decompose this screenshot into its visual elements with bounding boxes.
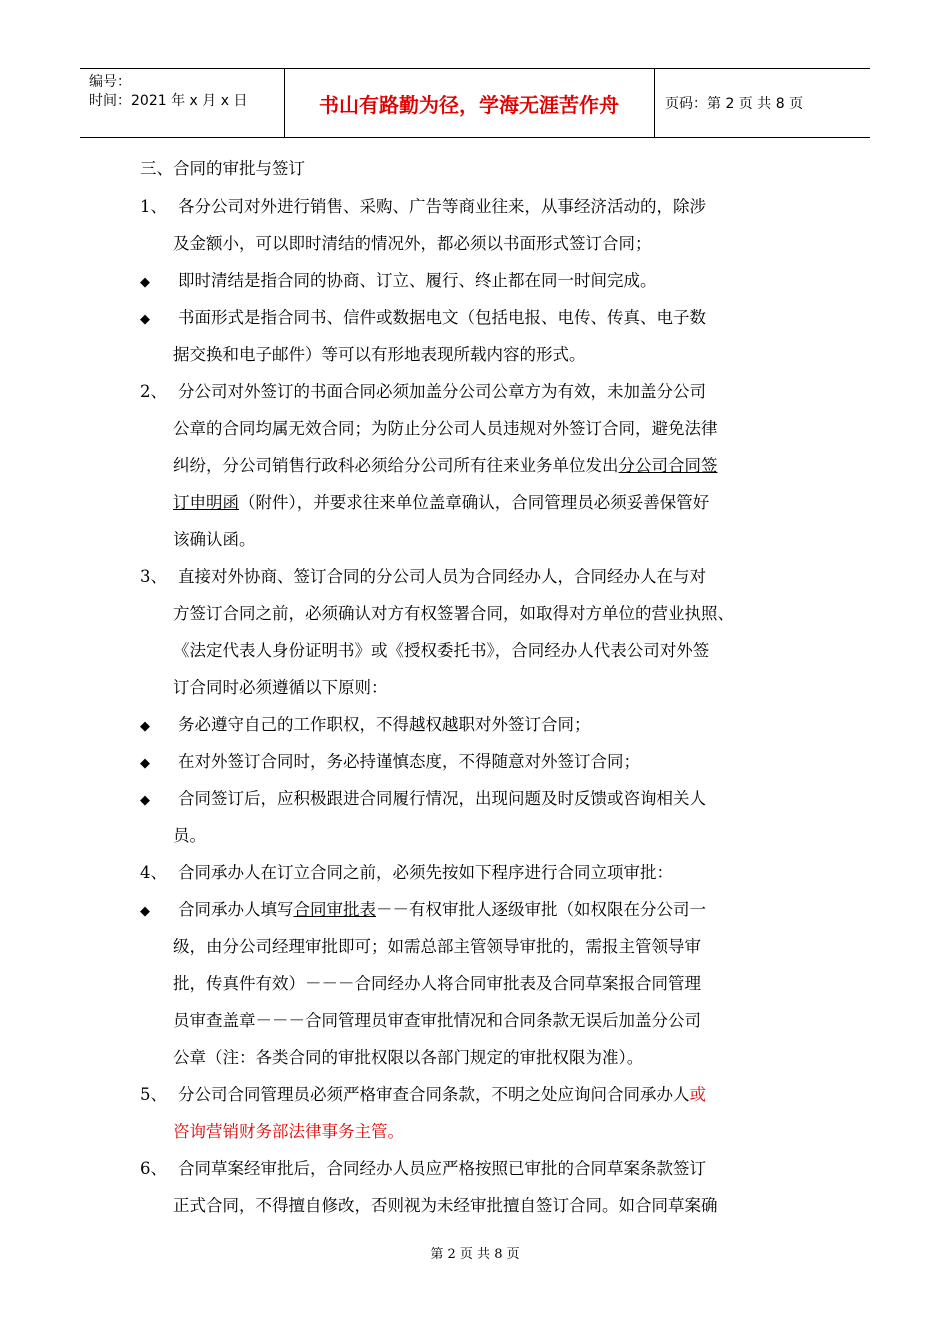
text-line: 订合同时必须遵循以下原则： <box>173 678 388 697</box>
text-line: 该确认函。 <box>173 530 256 549</box>
list-number: 3、 <box>140 567 167 586</box>
highlight-text: 咨询营销财务部法律事务主管。 <box>173 1122 404 1141</box>
header-motto: 书山有路勤为径，学海无涯苦作舟 <box>319 92 619 117</box>
text-line: 级，由分公司经理审批即可；如需总部主管领导审批的，需报主管领导审 <box>173 937 701 956</box>
text-line: 务必遵守自己的工作职权，不得越权越职对外签订合同； <box>178 715 591 734</box>
text-line: 合同承办人在订立合同之前，必须先按如下程序进行合同立项审批： <box>178 863 673 882</box>
bullet-item <box>140 780 706 817</box>
bullet-item <box>140 262 657 299</box>
link-text: 订申明函 <box>173 493 239 512</box>
time-label: 时间：2021 年 x 月 x 日 <box>89 93 248 109</box>
text-span: 分公司合同管理员必须严格审查合同条款，不明之处应询问合同承办人 <box>178 1085 690 1104</box>
section-title: 三、合同的审批与签订 <box>140 159 305 178</box>
paragraph-3 <box>140 558 706 595</box>
list-number: 5、 <box>140 1085 167 1104</box>
text-line: 公章的合同均属无效合同；为防止分公司人员违规对外签订合同，避免法律 <box>173 419 718 438</box>
text-line: 方签订合同之前，必须确认对方有权签署合同，如取得对方单位的营业执照、 <box>173 604 734 623</box>
header-divider <box>654 69 655 137</box>
text-line: 及金额小，可以即时清结的情况外，都必须以书面形式签订合同； <box>173 234 652 253</box>
text-line: 合同签订后，应积极跟进合同履行情况，出现问题及时反馈或咨询相关人 <box>178 789 706 808</box>
text-line: 在对外签订合同时，务必持谨慎态度，不得随意对外签订合同； <box>178 752 640 771</box>
page-footer: 第 2 页 共 8 页 <box>430 1247 520 1262</box>
paragraph-5 <box>140 1076 706 1113</box>
bullet-icon: ◆ <box>140 904 150 919</box>
text-line: 据交换和电子邮件）等可以有形地表现所载内容的形式。 <box>173 345 586 364</box>
text-span: 合同承办人填写 <box>178 900 294 919</box>
text-span: －－有权审批人逐级审批（如权限在分公司一 <box>376 900 706 919</box>
text-span: （附件），并要求往来单位盖章确认，合同管理员必须妥善保管好 <box>239 493 710 512</box>
list-number: 2、 <box>140 382 167 401</box>
bullet-icon: ◆ <box>140 312 150 327</box>
bullet-item <box>140 891 706 928</box>
bullet-icon: ◆ <box>140 756 150 771</box>
list-number: 6、 <box>140 1159 167 1178</box>
list-number: 1、 <box>140 197 167 216</box>
highlight-text: 或 <box>689 1085 706 1104</box>
bullet-item <box>140 743 640 780</box>
text-line <box>173 447 718 484</box>
bullet-item <box>140 706 591 743</box>
link-text: 合同审批表 <box>293 900 376 919</box>
bullet-icon: ◆ <box>140 793 150 808</box>
paragraph-1 <box>140 188 706 225</box>
text-line: 合同草案经审批后，合同经办人员应严格按照已审批的合同草案条款签订 <box>178 1159 706 1178</box>
text-line: 即时清结是指合同的协商、订立、履行、终止都在同一时间完成。 <box>178 271 657 290</box>
text-line: 各分公司对外进行销售、采购、广告等商业往来，从事经济活动的，除涉 <box>178 197 706 216</box>
text-line: 书面形式是指合同书、信件或数据电文（包括电报、电传、传真、电子数 <box>178 308 706 327</box>
text-line <box>173 484 709 521</box>
text-line: 分公司对外签订的书面合同必须加盖分公司公章方为有效，未加盖分公司 <box>178 382 706 401</box>
text-line: 公章（注：各类合同的审批权限以各部门规定的审批权限为准）。 <box>173 1048 644 1067</box>
header-left <box>89 73 274 111</box>
bullet-icon: ◆ <box>140 275 150 290</box>
paragraph-6 <box>140 1150 706 1187</box>
page-header <box>80 68 870 138</box>
text-line: 《法定代表人身份证明书》或《授权委托书》，合同经办人代表公司对外签 <box>173 641 710 660</box>
bullet-icon: ◆ <box>140 719 150 734</box>
paragraph-2 <box>140 373 706 410</box>
list-number: 4、 <box>140 863 167 882</box>
text-line: 员。 <box>173 826 206 845</box>
link-text: 分公司合同签 <box>618 456 718 475</box>
text-line: 员审查盖章－－－合同管理员审查审批情况和合同条款无误后加盖分公司 <box>173 1011 701 1030</box>
header-page-info: 页码：第 2 页 共 8 页 <box>665 96 804 112</box>
text-line: 直接对外协商、签订合同的分公司人员为合同经办人，合同经办人在与对 <box>178 567 706 586</box>
text-span: 纠纷，分公司销售行政科必须给分公司所有往来业务单位发出 <box>173 456 619 475</box>
number-label: 编号： <box>89 74 131 90</box>
paragraph-4 <box>140 854 673 891</box>
text-line: 批，传真件有效）－－－合同经办人将合同审批表及合同草案报合同管理 <box>173 974 701 993</box>
bullet-item <box>140 299 706 336</box>
text-line: 正式合同，不得擅自修改，否则视为未经审批擅自签订合同。如合同草案确 <box>173 1196 718 1215</box>
